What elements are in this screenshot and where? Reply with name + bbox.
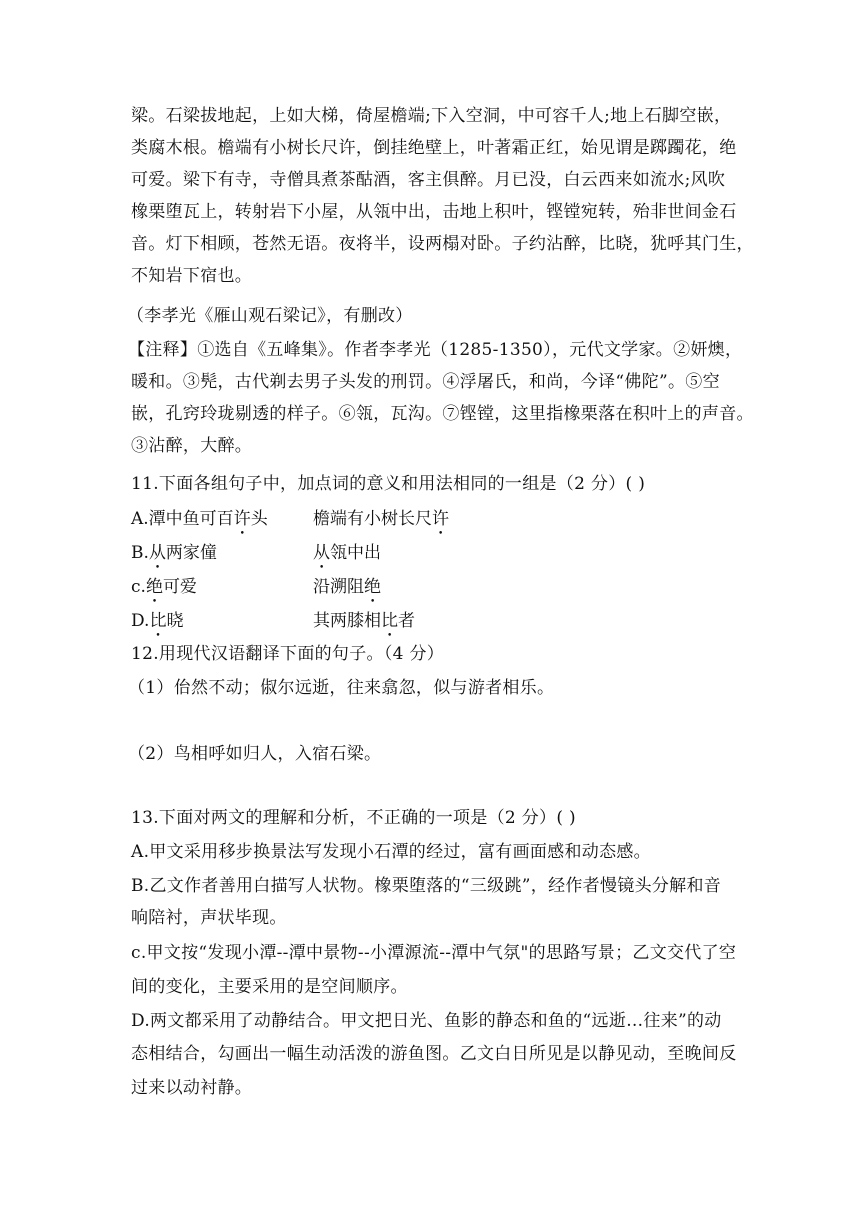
option-a-left: A.潭中鱼可百许头 [131, 509, 268, 529]
passage-line: 类腐木根。檐端有小树长尺许，倒挂绝壁上，叶著霜正红，始见谓是踯躅花，绝 [131, 138, 737, 158]
passage-line: 不知岩下宿也。 [131, 266, 253, 286]
answer-option-line: 间的变化，主要采用的是空间顺序。 [131, 977, 408, 997]
translate-item: （2）鸟相呼如归人，入宿石梁。 [128, 744, 382, 764]
note-line: 【注释】①选自《五峰集》。作者李孝光（1285-1350），元代文学家。②妍燠， [128, 340, 743, 360]
question-13-stem: 13.下面对两文的理解和分析，不正确的一项是（2 分）( ) [131, 808, 576, 828]
question-12-stem: 12.用现代汉语翻译下面的句子。（4 分） [131, 644, 445, 664]
answer-option-line: 响陪衬，声状毕现。 [131, 908, 287, 928]
option-d-left: D.比晓 [131, 611, 184, 631]
option-d-right: 其两膝相比者 [313, 611, 415, 631]
note-line: 嵌，孔窍玲珑剔透的样子。⑥瓴，瓦沟。⑦铿镗，这里指橡栗落在积叶上的声音。 [131, 404, 754, 424]
passage-line: 音。灯下相顾，苍然无语。夜将半，设两榻对卧。子约沾醉，比晓，犹呼其门生， [131, 234, 754, 254]
answer-option-line: 态相结合，勾画出一幅生动活泼的游鱼图。乙文白日所见是以静见动，至晚间反 [131, 1044, 737, 1064]
answer-option-line: 过来以动衬静。 [131, 1078, 253, 1098]
answer-option-line: B.乙文作者善用白描写人状物。橡栗堕落的“三级跳”，经作者慢镜头分解和音 [131, 876, 722, 896]
answer-option-line: c.甲文按“发现小潭--潭中景物--小潭源流--潭中气氛"的思路写景；乙文交代了空 [131, 943, 737, 963]
option-c-left: c.绝可爱 [131, 577, 197, 597]
question-11-stem: 11.下面各组句子中，加点词的意义和用法相同的一组是（2 分）( ) [131, 474, 646, 494]
note-line: 暖和。③髡，古代剃去男子头发的刑罚。④浮屠氏，和尚，今译“佛陀”。⑤空 [131, 372, 720, 392]
passage-line: 可爱。梁下有寺，寺僧具煮茶酤酒，客主俱醉。月已没，白云西来如流水;风吹 [131, 170, 726, 190]
option-c-right: 沿溯阻绝 [313, 577, 381, 597]
passage-line: 橡栗堕瓦上，转射岩下小屋，从瓴中出，击地上积叶，铿镗宛转，殆非世间金石 [131, 202, 737, 222]
option-b-right: 从瓴中出 [313, 543, 381, 563]
passage-source: （李孝光《雁山观石梁记》，有删改） [127, 306, 413, 326]
note-line: ③沾醉，大醉。 [131, 436, 253, 456]
answer-option-line: D.两文都采用了动静结合。甲文把日光、鱼影的静态和鱼的“远逝…往来”的动 [131, 1011, 722, 1031]
passage-line: 梁。石梁拔地起，上如大梯，倚屋檐端;下入空洞，中可容千人;地上石脚空嵌， [131, 106, 732, 126]
answer-option-line: A.甲文采用移步换景法写发现小石潭的经过，富有画面感和动态感。 [131, 842, 651, 862]
option-b-left: B.从两家僮 [131, 543, 217, 563]
option-a-right: 檐端有小树长尺许 [313, 509, 449, 529]
translate-item: （1）佁然不动；俶尔远逝，往来翕忽，似与游者相乐。 [128, 678, 555, 698]
